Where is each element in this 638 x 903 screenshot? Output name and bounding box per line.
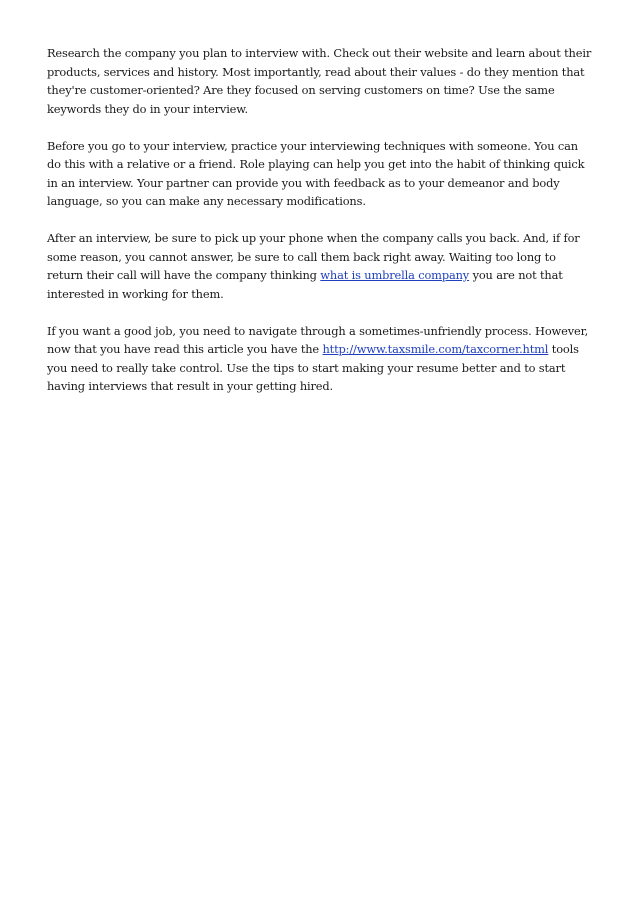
paragraph-text-segment: If you want a good job, you need to navigate through a sometimes-unfriendly process. However, now that you have read this article you have the bbox=[47, 323, 589, 356]
paragraph-text-segment: you are not that interested in working for them. bbox=[47, 268, 563, 301]
document-body bbox=[47, 44, 595, 414]
paragraph-conclusion bbox=[47, 322, 595, 396]
paragraph-research: Research the company you plan to interview with. Check out their website and learn about their products, services and history. Most importantly, read about their values - do they mention that they're customer-oriented? Are they focused on serving customers on time? Use the same keywords they do in your interview. bbox=[47, 46, 592, 116]
taxsmile-url-link[interactable]: http://www.taxsmile.com/taxcorner.html bbox=[322, 342, 549, 356]
paragraph-text-segment: After an interview, be sure to pick up your phone when the company calls you back. And, if for some reason, you cannot answer, be sure to call them back right away. Waiting too long to return their call will have the company thinking bbox=[47, 231, 580, 282]
paragraph-after-interview bbox=[47, 229, 595, 303]
paragraph-text-segment: tools you need to really take control. Use the tips to start making your resume better and to start having interviews that result in your getting hired. bbox=[47, 342, 579, 393]
umbrella-company-link[interactable]: what is umbrella company bbox=[320, 268, 470, 282]
paragraph-practice: Before you go to your interview, practice your interviewing techniques with someone. You can do this with a relative or a friend. Role playing can help you get into the habit of thinking quick in an interview. Your partner can provide you with feedback as to your demeanor and body language, so you can make any necessary modifications. bbox=[47, 138, 585, 208]
